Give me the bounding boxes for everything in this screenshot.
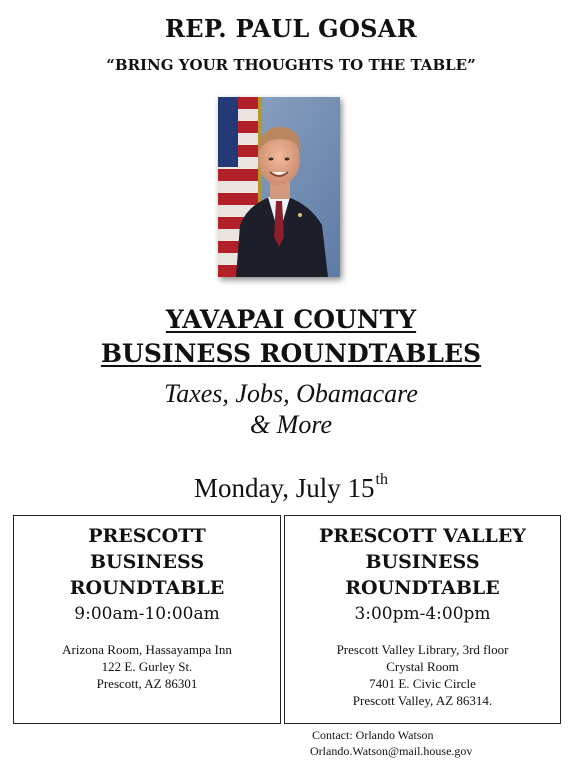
headline-line-1: YAVAPAI COUNTY — [165, 305, 417, 334]
event-address — [14, 641, 280, 692]
subhead-line-1: Taxes, Jobs, Obamacare — [164, 379, 418, 408]
event-address — [285, 641, 560, 709]
subhead-line-2: & More — [249, 410, 333, 439]
event-date — [0, 473, 582, 504]
address-line: 7401 E. Civic Circle — [369, 676, 476, 691]
event-box-prescott-valley — [284, 515, 561, 724]
event-title-line: ROUNDTABLE — [345, 577, 500, 599]
address-line: Prescott Valley, AZ 86314. — [352, 693, 493, 708]
event-date-text: Monday, July 15 — [194, 473, 375, 503]
contact-name: Contact: Orlando Watson — [312, 728, 434, 742]
address-line: 122 E. Gurley St. — [101, 659, 193, 674]
event-box-prescott — [13, 515, 281, 724]
address-line: Crystal Room — [386, 659, 459, 674]
tagline: “BRING YOUR THOUGHTS TO THE TABLE” — [106, 56, 476, 74]
event-title-line: ROUNDTABLE — [69, 577, 225, 599]
contact-email: Orlando.Watson@mail.house.gov — [310, 744, 473, 758]
portrait-photo — [218, 97, 340, 277]
event-title-line: PRESCOTT VALLEY — [319, 525, 526, 547]
event-time: 9:00am-10:00am — [74, 604, 220, 624]
event-title — [14, 523, 280, 601]
event-title-line: PRESCOTT — [88, 525, 206, 547]
address-line: Prescott Valley Library, 3rd floor — [336, 642, 509, 657]
page-title: REP. PAUL GOSAR — [165, 14, 417, 43]
address-line: Prescott, AZ 86301 — [96, 676, 198, 691]
event-time: 3:00pm-4:00pm — [354, 604, 491, 624]
headline-line-2: BUSINESS ROUNDTABLES — [100, 339, 482, 368]
event-title-line: BUSINESS — [365, 551, 480, 573]
address-line: Arizona Room, Hassayampa Inn — [62, 642, 232, 657]
event-title — [285, 523, 560, 601]
event-date-suffix: th — [375, 471, 388, 488]
contact-info — [310, 727, 472, 759]
event-title-line: BUSINESS — [89, 551, 205, 573]
